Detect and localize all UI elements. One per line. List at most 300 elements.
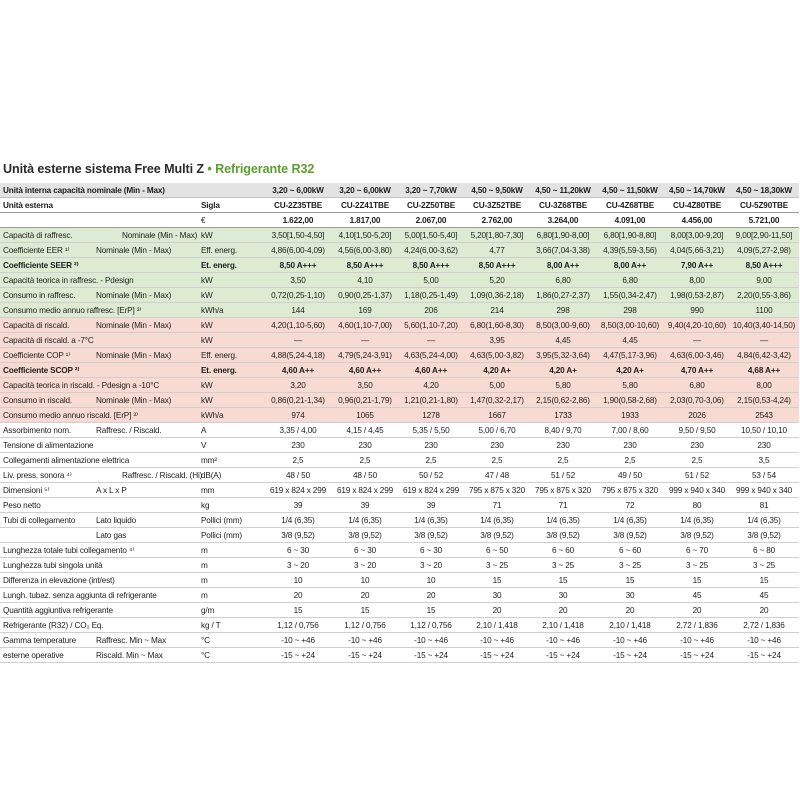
value-cell: 1,98(0,53-2,87)	[670, 291, 724, 300]
value-cell: 20	[558, 606, 568, 615]
value-cell: 2543	[755, 411, 773, 420]
value-cell: 15	[360, 606, 370, 615]
value-cell: 1.622,00	[282, 216, 314, 225]
row-unit: kW	[201, 336, 213, 345]
value-cell: 4,60 A++	[281, 366, 315, 375]
value-cell: —	[293, 336, 303, 345]
value-cell: 8,50 A+++	[745, 261, 783, 270]
value-cell: 1,12 / 0,756	[344, 621, 386, 630]
value-cell: 6 ~ 80	[752, 546, 776, 555]
value-cell: 9,00	[756, 276, 772, 285]
value-cell: 5,00[1,50-5,40]	[404, 231, 458, 240]
value-cell: 3,95	[489, 336, 505, 345]
row-unit: °C	[201, 636, 210, 645]
row-label: Collegamenti alimentazione elettrica	[3, 456, 130, 465]
value-cell: 7,00 / 8,60	[611, 426, 649, 435]
value-cell: 81	[759, 501, 769, 510]
spec-row	[0, 513, 799, 528]
value-cell: 6,80	[555, 276, 571, 285]
value-cell: 2,72 / 1,836	[676, 621, 718, 630]
value-cell: 3,50	[357, 381, 373, 390]
value-cell: 4,60(1,10-7,00)	[338, 321, 392, 330]
spec-table	[0, 183, 799, 663]
row-label: Differenza in elevazione (int/est)	[3, 576, 115, 585]
row-label: Liv. press. sonora ⁴⁾	[3, 471, 72, 480]
value-cell: 3,66(7,04-3,38)	[536, 246, 590, 255]
value-cell: —	[692, 336, 702, 345]
value-cell: 3,5	[758, 456, 770, 465]
value-cell: 3/8 (9,52)	[613, 531, 647, 540]
spec-row	[0, 228, 799, 243]
row-sublabel: A x L x P	[96, 486, 127, 495]
value-cell: 72	[625, 501, 635, 510]
value-cell: 2,5	[292, 456, 304, 465]
value-cell: 1733	[554, 411, 572, 420]
row-label: Consumo medio annuo raffresc. [ErP] ³⁾	[3, 306, 142, 315]
value-cell: CU-3Z52TBE	[472, 201, 522, 210]
row-label: Assorbimento nom.	[3, 426, 71, 435]
value-cell: 1,12 / 0,756	[277, 621, 319, 630]
spec-row	[0, 243, 799, 258]
value-cell: 3/8 (9,52)	[680, 531, 714, 540]
value-cell: 3/8 (9,52)	[747, 531, 781, 540]
value-cell: 619 x 824 x 299	[336, 486, 394, 495]
value-cell: 4,04(5,66-3,21)	[670, 246, 724, 255]
value-cell: 2026	[688, 411, 706, 420]
value-cell: 6 ~ 70	[685, 546, 709, 555]
spec-row	[0, 303, 799, 318]
row-unit: kW	[201, 231, 213, 240]
value-cell: 3 ~ 25	[618, 561, 642, 570]
value-cell: 8,40 / 9,70	[544, 426, 582, 435]
value-cell: 1065	[356, 411, 374, 420]
value-cell: 39	[426, 501, 436, 510]
row-unit: Pollici (mm)	[201, 516, 242, 525]
row-label: Capacità di riscald.	[3, 321, 70, 330]
value-cell: 1,21(0,21-1,80)	[404, 396, 458, 405]
value-cell: —	[426, 336, 436, 345]
row-unit: Eff. energ.	[201, 246, 237, 255]
value-cell: 4,20(1,10-5,60)	[271, 321, 325, 330]
row-label: Capacità di riscald. a -7°C	[3, 336, 94, 345]
spec-row	[0, 183, 799, 198]
value-cell: 6 ~ 30	[419, 546, 443, 555]
value-cell: 206	[424, 306, 438, 315]
value-cell: 10	[293, 576, 303, 585]
value-cell: 4,24(6,00-3,62)	[404, 246, 458, 255]
value-cell: 7,90 A++	[680, 261, 714, 270]
value-cell: 20	[492, 606, 502, 615]
value-cell: 15	[426, 606, 436, 615]
value-cell: -15 ~ +24	[480, 651, 514, 660]
value-cell: 8,50(3,00-9,60)	[536, 321, 590, 330]
value-cell: 230	[556, 441, 570, 450]
value-cell: 1,18(0,25-1,49)	[404, 291, 458, 300]
value-cell: -10 ~ +46	[613, 636, 647, 645]
value-cell: 4.456,00	[681, 216, 713, 225]
row-unit: m	[201, 591, 208, 600]
value-cell: 974	[291, 411, 305, 420]
row-label: Capacità teorica in raffresc. - Pdesign	[3, 276, 134, 285]
value-cell: -15 ~ +24	[747, 651, 781, 660]
spec-row	[0, 363, 799, 378]
value-cell: 48 / 50	[286, 471, 310, 480]
value-cell: —	[360, 336, 370, 345]
row-sublabel: Nominale (Min - Max)	[96, 291, 172, 300]
value-cell: CU-2Z35TBE	[273, 201, 323, 210]
value-cell: 3 ~ 25	[551, 561, 575, 570]
value-cell: 6 ~ 30	[286, 546, 310, 555]
value-cell: 51 / 52	[685, 471, 709, 480]
value-cell: 1,86(0,27-2,37)	[536, 291, 590, 300]
value-cell: 4,20 A+	[483, 366, 511, 375]
row-sublabel: Nominale (Min - Max)	[122, 231, 198, 240]
spec-row	[0, 378, 799, 393]
row-sublabel: Lato liquido	[96, 516, 137, 525]
value-cell: 4,39(5,59-3,56)	[603, 246, 657, 255]
value-cell: 3/8 (9,52)	[348, 531, 382, 540]
value-cell: 9,40(4,20-10,60)	[667, 321, 727, 330]
row-sublabel: Riscald. Min ~ Max	[96, 651, 163, 660]
value-cell: 4,60 A++	[348, 366, 382, 375]
value-cell: 2.762,00	[481, 216, 513, 225]
value-cell: 20	[692, 606, 702, 615]
row-unit: mm²	[201, 456, 217, 465]
value-cell: 51 / 52	[551, 471, 575, 480]
value-cell: 2.067,00	[415, 216, 447, 225]
row-unit: kW	[201, 321, 213, 330]
value-cell: 6 ~ 30	[353, 546, 377, 555]
value-cell: 230	[690, 441, 704, 450]
row-label: Quantità aggiuntiva refrigerante	[3, 606, 113, 615]
value-cell: 4,56(6,00-3,80)	[338, 246, 392, 255]
value-cell: 5,20[1,80-7,30]	[470, 231, 524, 240]
value-cell: 5,80	[622, 381, 638, 390]
row-unit: Et. energ.	[201, 366, 237, 375]
value-cell: 20	[293, 591, 303, 600]
value-cell: 0,90(0,25-1,37)	[338, 291, 392, 300]
value-cell: CU-4Z68TBE	[605, 201, 655, 210]
value-cell: 8,50 A+++	[346, 261, 384, 270]
value-cell: -15 ~ +24	[414, 651, 448, 660]
value-cell: 4,88(5,24-4,18)	[271, 351, 325, 360]
value-cell: 53 / 54	[752, 471, 776, 480]
value-cell: 5,80	[555, 381, 571, 390]
value-cell: 4,84(6,42-3,42)	[737, 351, 791, 360]
value-cell: 30	[558, 591, 568, 600]
row-sublabel: Raffresc. / Riscald. (Hi)	[122, 471, 203, 480]
value-cell: 2,5	[624, 456, 636, 465]
row-label: Capacità di raffresc.	[3, 231, 73, 240]
value-cell: 3/8 (9,52)	[281, 531, 315, 540]
value-cell: 795 x 875 x 320	[468, 486, 526, 495]
spec-row	[0, 648, 799, 663]
value-cell: 2,10 / 1,418	[542, 621, 584, 630]
row-unit: €	[201, 216, 206, 225]
value-cell: 6,80	[622, 276, 638, 285]
value-cell: 1667	[488, 411, 506, 420]
row-sublabel: Nominale (Min - Max)	[96, 351, 172, 360]
value-cell: 45	[759, 591, 769, 600]
spec-row	[0, 558, 799, 573]
value-cell: 5,20	[489, 276, 505, 285]
value-cell: 8,00 A++	[546, 261, 580, 270]
value-cell: 0,86(0,21-1,34)	[271, 396, 325, 405]
row-unit: Eff. energ.	[201, 351, 237, 360]
row-sublabel: Raffresc. / Riscald.	[96, 426, 162, 435]
row-label: esterne operative	[3, 651, 64, 660]
value-cell: 4,50 ~ 18,30kW	[736, 186, 792, 195]
value-cell: 8,50 A+++	[279, 261, 317, 270]
value-cell: 15	[625, 576, 635, 585]
row-label: Peso netto	[3, 501, 41, 510]
value-cell: 1,12 / 0,756	[410, 621, 452, 630]
spec-row	[0, 288, 799, 303]
row-label: Lunghezza tubi singola unità	[3, 561, 103, 570]
value-cell: 2,15(0,62-2,86)	[536, 396, 590, 405]
value-cell: 2,10 / 1,418	[609, 621, 651, 630]
value-cell: -10 ~ +46	[414, 636, 448, 645]
row-unit: kW	[201, 276, 213, 285]
row-label: Lungh. tubaz. senza aggiunta di refrigerante	[3, 591, 157, 600]
value-cell: 5,00 / 6,70	[478, 426, 516, 435]
value-cell: 230	[623, 441, 637, 450]
row-unit: Et. energ.	[201, 261, 237, 270]
row-label: Lunghezza totale tubi collegamento ⁴⁾	[3, 546, 135, 555]
value-cell: 4,68 A++	[747, 366, 781, 375]
row-label: Consumo medio annuo riscald. [ErP] ³⁾	[3, 411, 138, 420]
value-cell: 4,63(5,24-4,00)	[404, 351, 458, 360]
value-cell: 1/4 (6,35)	[680, 516, 714, 525]
spec-row	[0, 408, 799, 423]
value-cell: 2,5	[691, 456, 703, 465]
value-cell: 47 / 48	[485, 471, 509, 480]
value-cell: 2,03(0,70-3,06)	[670, 396, 724, 405]
row-label: Unità esterna	[3, 201, 53, 210]
value-cell: 4,63(5,00-3,82)	[470, 351, 524, 360]
row-unit: m	[201, 546, 208, 555]
value-cell: 4,50 ~ 11,20kW	[535, 186, 591, 195]
value-cell: 4,63(6,00-3,46)	[670, 351, 724, 360]
row-label: Tubi di collegamento	[3, 516, 76, 525]
value-cell: 4,50 ~ 14,70kW	[669, 186, 725, 195]
row-sublabel: Raffresc. Min ~ Max	[96, 636, 167, 645]
value-cell: 6,80[1,90-8,80]	[603, 231, 657, 240]
row-unit: Pollici (mm)	[201, 531, 242, 540]
value-cell: 298	[556, 306, 570, 315]
value-cell: 8,50 A+++	[412, 261, 450, 270]
value-cell: -10 ~ +46	[747, 636, 781, 645]
value-cell: 3 ~ 20	[353, 561, 377, 570]
row-unit: dB(A)	[201, 471, 222, 480]
spec-row	[0, 498, 799, 513]
value-cell: 230	[291, 441, 305, 450]
title-refrigerant: Refrigerante R32	[215, 162, 315, 176]
value-cell: 50 / 52	[419, 471, 443, 480]
value-cell: 144	[291, 306, 305, 315]
value-cell: 1,09(0,36-2,18)	[470, 291, 524, 300]
value-cell: 45	[692, 591, 702, 600]
row-label: Capacità teorica in riscald. - Pdesign a -10°C	[3, 381, 160, 390]
value-cell: 0,72(0,25-1,10)	[271, 291, 325, 300]
row-unit: kg / T	[201, 621, 221, 630]
value-cell: 8,00[3,00-9,20]	[670, 231, 724, 240]
value-cell: 4,10	[357, 276, 373, 285]
value-cell: 10	[360, 576, 370, 585]
value-cell: 1/4 (6,35)	[613, 516, 647, 525]
value-cell: 214	[490, 306, 504, 315]
row-unit: °C	[201, 651, 210, 660]
value-cell: 5,00	[423, 276, 439, 285]
value-cell: -15 ~ +24	[348, 651, 382, 660]
row-label: Consumo in raffresc.	[3, 291, 76, 300]
value-cell: 4,50 ~ 9,50kW	[471, 186, 523, 195]
value-cell: 298	[623, 306, 637, 315]
value-cell: 3/8 (9,52)	[480, 531, 514, 540]
value-cell: -15 ~ +24	[613, 651, 647, 660]
value-cell: 8,50(3,00-10,60)	[600, 321, 660, 330]
value-cell: 5,35 / 5,50	[412, 426, 450, 435]
value-cell: 6,80[1,90-8,00]	[536, 231, 590, 240]
row-unit: kW	[201, 291, 213, 300]
spec-row	[0, 588, 799, 603]
value-cell: 20	[625, 606, 635, 615]
value-cell: 4,50 ~ 11,50kW	[602, 186, 658, 195]
spec-row	[0, 273, 799, 288]
row-label: Dimensioni ⁵⁾	[3, 486, 50, 495]
value-cell: 10,40(3,40-14,50)	[732, 321, 796, 330]
value-cell: 6 ~ 60	[551, 546, 575, 555]
value-cell: 10	[426, 576, 436, 585]
spec-row	[0, 258, 799, 273]
value-cell: 3,20 ~ 7,70kW	[405, 186, 457, 195]
value-cell: 15	[492, 576, 502, 585]
value-cell: 3 ~ 25	[685, 561, 709, 570]
value-cell: 2,20(0,55-3,86)	[737, 291, 791, 300]
value-cell: 5,00	[489, 381, 505, 390]
value-cell: 3,20	[290, 381, 306, 390]
value-cell: 3 ~ 20	[419, 561, 443, 570]
spec-row	[0, 573, 799, 588]
value-cell: CU-4Z80TBE	[672, 201, 722, 210]
spec-row	[0, 528, 799, 543]
value-cell: 1933	[621, 411, 639, 420]
value-cell: CU-3Z68TBE	[538, 201, 588, 210]
row-sublabel: Nominale (Min - Max)	[96, 246, 172, 255]
value-cell: 2,5	[425, 456, 437, 465]
value-cell: 10,50 / 10,10	[741, 426, 787, 435]
value-cell: 8,50 A+++	[478, 261, 516, 270]
row-sublabel: Nominale (Min - Max)	[96, 321, 172, 330]
spec-row	[0, 213, 799, 228]
row-unit: Sigla	[201, 201, 220, 210]
row-unit: kg	[201, 501, 210, 510]
value-cell: 999 x 940 x 340	[668, 486, 726, 495]
value-cell: 6,80(1,60-8,30)	[470, 321, 524, 330]
value-cell: 230	[424, 441, 438, 450]
value-cell: -15 ~ +24	[281, 651, 315, 660]
value-cell: 4,86(6,00-4,09)	[271, 246, 325, 255]
value-cell: 1/4 (6,35)	[747, 516, 781, 525]
spec-row	[0, 333, 799, 348]
spec-row	[0, 423, 799, 438]
value-cell: 15	[558, 576, 568, 585]
spec-row	[0, 483, 799, 498]
value-cell: 0,96(0,21-1,79)	[338, 396, 392, 405]
value-cell: 9,50 / 9,50	[678, 426, 716, 435]
value-cell: 2,10 / 1,418	[476, 621, 518, 630]
value-cell: -10 ~ +46	[281, 636, 315, 645]
value-cell: -10 ~ +46	[546, 636, 580, 645]
value-cell: 49 / 50	[618, 471, 642, 480]
value-cell: 1/4 (6,35)	[480, 516, 514, 525]
value-cell: 3,35 / 4,00	[279, 426, 317, 435]
row-sublabel: Nominale (Min - Max)	[96, 396, 172, 405]
value-cell: 990	[690, 306, 704, 315]
value-cell: 6 ~ 50	[485, 546, 509, 555]
value-cell: -15 ~ +24	[546, 651, 580, 660]
value-cell: 4,09(5,27-2,98)	[737, 246, 791, 255]
spec-row	[0, 318, 799, 333]
spec-row	[0, 453, 799, 468]
row-label: Gamma temperature	[3, 636, 76, 645]
value-cell: 4,15 / 4,45	[346, 426, 384, 435]
value-cell: 1,55(0,34-2,47)	[603, 291, 657, 300]
title-main: Unità esterne sistema Free Multi Z	[3, 162, 204, 176]
value-cell: 8,00	[756, 381, 772, 390]
value-cell: 30	[625, 591, 635, 600]
value-cell: 4,10[1,50-5,20]	[338, 231, 392, 240]
value-cell: 71	[558, 501, 568, 510]
title-bullet: •	[207, 162, 212, 176]
value-cell: 8,00 A++	[613, 261, 647, 270]
row-label: Coefficiente EER ¹⁾	[3, 246, 70, 255]
value-cell: 4,45	[555, 336, 571, 345]
value-cell: 1.817,00	[349, 216, 381, 225]
value-cell: 15	[759, 576, 769, 585]
value-cell: 2,5	[557, 456, 569, 465]
value-cell: 20	[360, 591, 370, 600]
value-cell: 3,50[1,50-4,50]	[271, 231, 325, 240]
value-cell: 1/4 (6,35)	[281, 516, 315, 525]
value-cell: 230	[490, 441, 504, 450]
value-cell: 795 x 875 x 320	[534, 486, 592, 495]
value-cell: 15	[692, 576, 702, 585]
row-unit: g/m	[201, 606, 215, 615]
value-cell: 3,20 ~ 6,00kW	[339, 186, 391, 195]
spec-row	[0, 633, 799, 648]
value-cell: 619 x 824 x 299	[269, 486, 327, 495]
value-cell: 1/4 (6,35)	[546, 516, 580, 525]
value-cell: 3,95(5,32-3,64)	[536, 351, 590, 360]
spec-row	[0, 468, 799, 483]
row-unit: kW	[201, 381, 213, 390]
value-cell: 48 / 50	[353, 471, 377, 480]
spec-row	[0, 198, 799, 213]
row-label: Coefficiente SEER ²⁾	[3, 261, 79, 270]
row-label: Consumo in riscald.	[3, 396, 73, 405]
row-label: Coefficiente SCOP ²⁾	[3, 366, 80, 375]
row-label: Tensione di alimentazione	[3, 441, 94, 450]
value-cell: CU-2Z41TBE	[340, 201, 390, 210]
value-cell: 1100	[755, 306, 773, 315]
value-cell: 30	[492, 591, 502, 600]
value-cell: —	[759, 336, 769, 345]
value-cell: 999 x 940 x 340	[735, 486, 793, 495]
value-cell: 20	[426, 591, 436, 600]
value-cell: 4.091,00	[614, 216, 646, 225]
value-cell: 3,50	[290, 276, 306, 285]
